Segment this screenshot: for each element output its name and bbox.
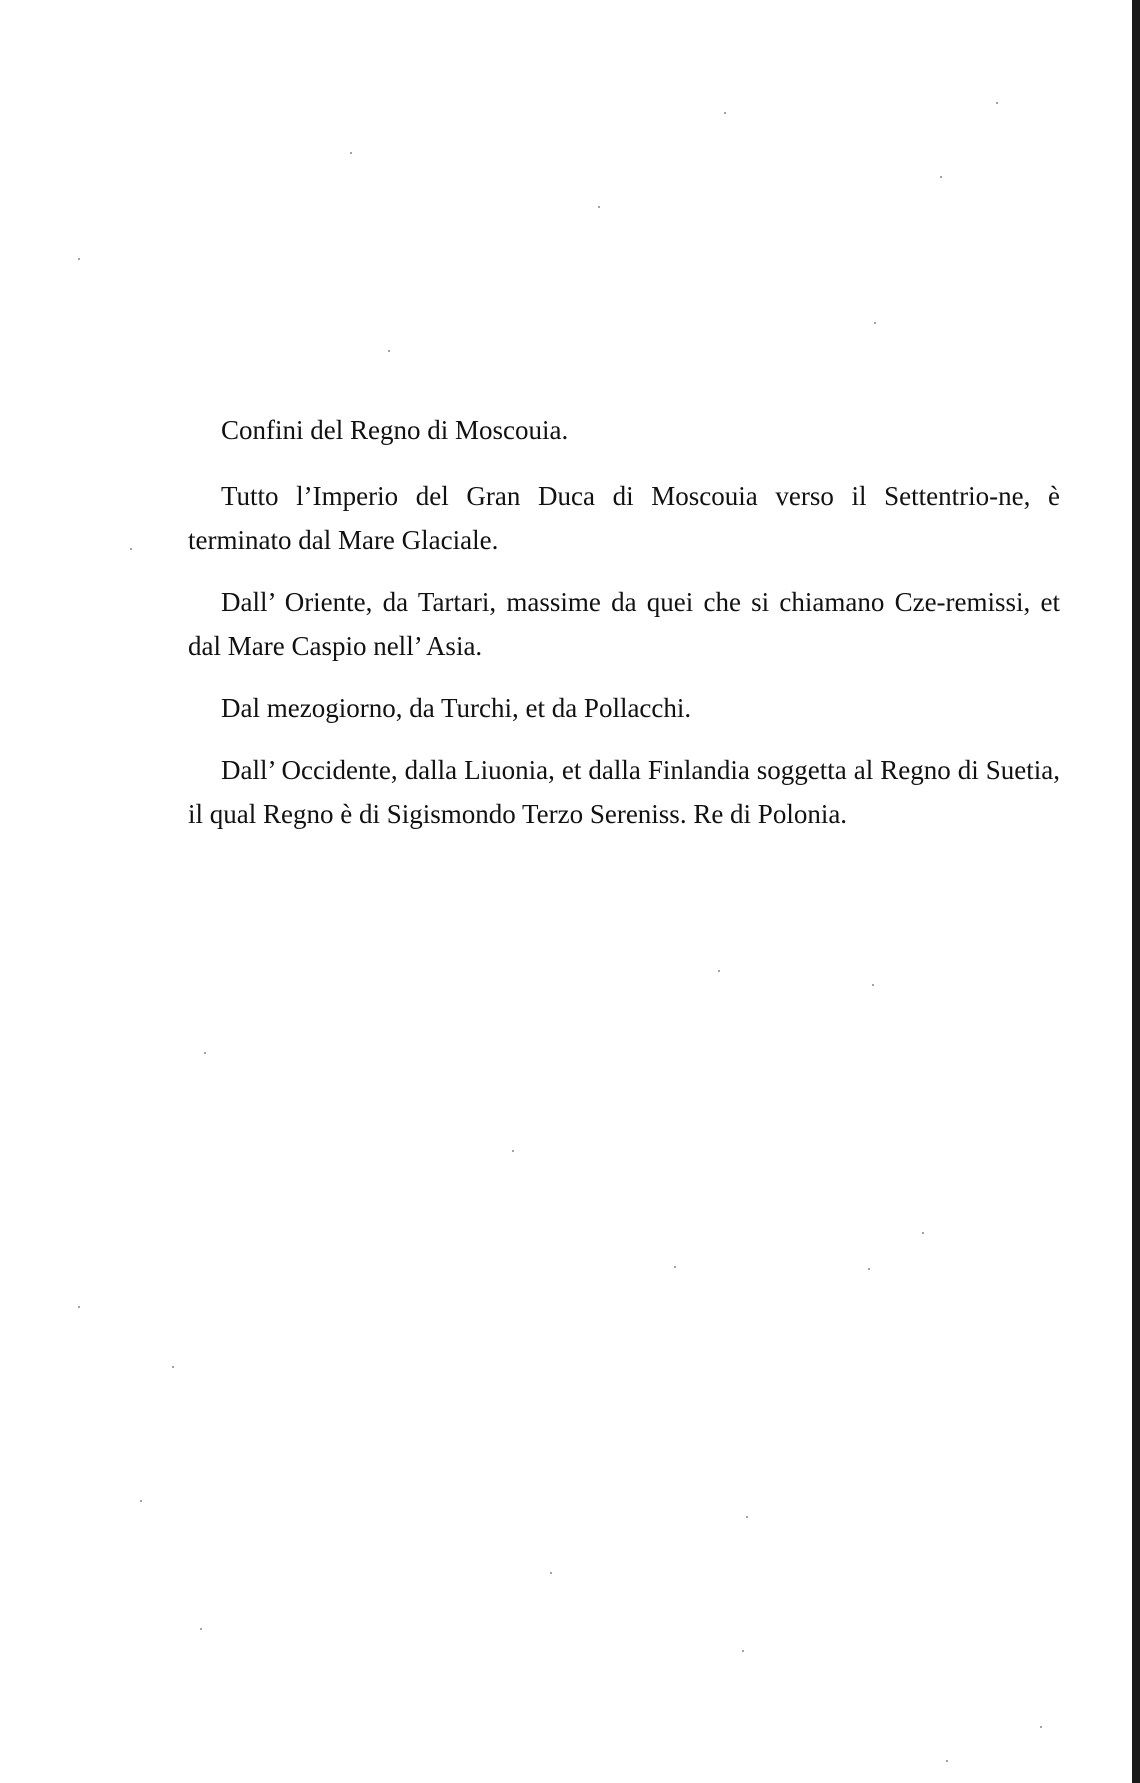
- scan-speck: [140, 1500, 142, 1502]
- scan-speck: [512, 1150, 514, 1152]
- scan-speck: [742, 1650, 744, 1652]
- scan-speck: [388, 350, 390, 352]
- scan-speck: [204, 1052, 206, 1054]
- scan-speck: [724, 112, 726, 114]
- paragraph-east: Dall’ Oriente, da Tartari, massime da quei che si chiamano Cze-remissi, et dal Mare Caspio nell’ Asia.: [188, 587, 1060, 661]
- section-heading: Confini del Regno di Moscouia.: [221, 415, 569, 445]
- scan-speck: [718, 970, 720, 972]
- paragraph-south: Dal mezogiorno, da Turchi, et da Pollacchi.: [221, 693, 692, 723]
- scan-speck: [78, 1306, 80, 1308]
- paragraph-west: Dall’ Occidente, dalla Liuonia, et dalla Finlandia soggetta al Regno di Suetia, il qual Regno è di Sigismondo Terzo Sereniss. Re di Polonia.: [188, 755, 1060, 829]
- text-body: [188, 408, 1060, 854]
- paragraph-north: Tutto l’Imperio del Gran Duca di Moscouia verso il Settentrio-ne, è terminato dal Mare Glaciale.: [188, 481, 1060, 555]
- scan-speck: [200, 1628, 202, 1630]
- scan-speck: [746, 1516, 748, 1518]
- page-edge-shadow: [1132, 0, 1140, 1783]
- scan-speck: [922, 1232, 924, 1234]
- scan-speck: [868, 1268, 870, 1270]
- scan-speck: [130, 548, 132, 550]
- scan-speck: [946, 1760, 948, 1762]
- scan-speck: [1040, 1726, 1042, 1728]
- scan-speck: [996, 102, 998, 104]
- scan-speck: [550, 1572, 552, 1574]
- scan-speck: [350, 152, 352, 154]
- scan-speck: [940, 176, 942, 178]
- scan-speck: [598, 206, 600, 208]
- scan-speck: [874, 322, 876, 324]
- scan-speck: [172, 1366, 174, 1368]
- scan-speck: [674, 1266, 676, 1268]
- scan-speck: [78, 258, 80, 260]
- scan-speck: [872, 984, 874, 986]
